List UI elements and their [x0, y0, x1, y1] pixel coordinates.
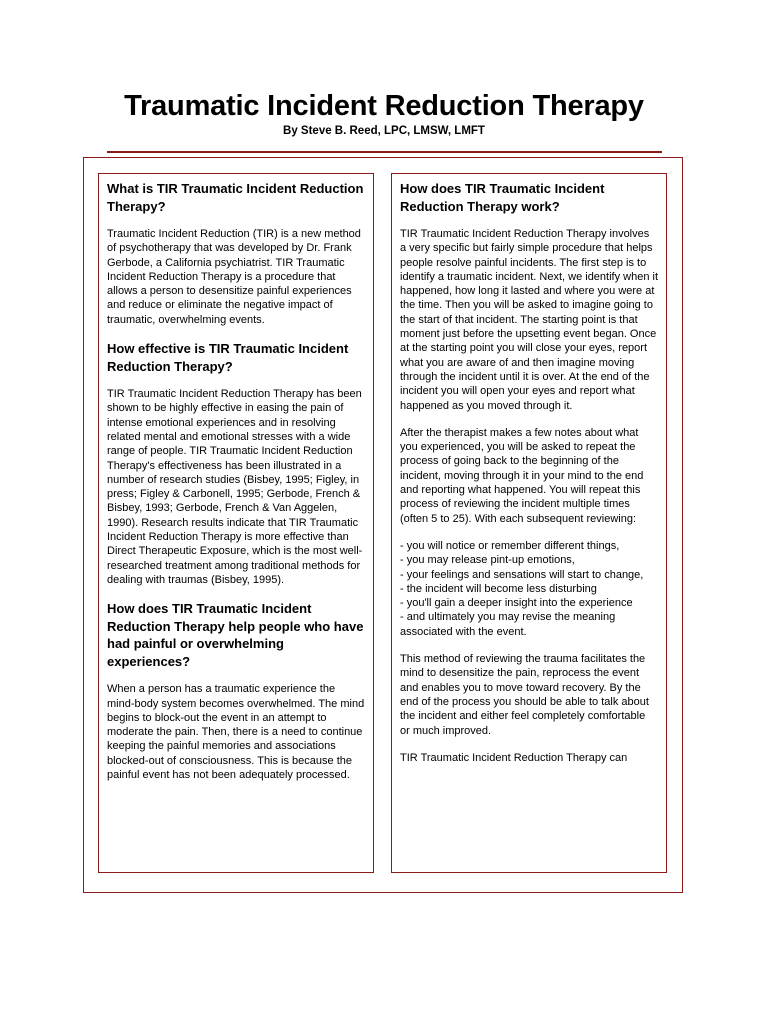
document-title: Traumatic Incident Reduction Therapy: [124, 90, 644, 122]
section-paragraph-how-help: When a person has a traumatic experience the mind-body system becomes overwhelmed. The mind begins to block-out the event in an attempt to moderate the pain. Then, there is a need to continue keeping the painful memories and associations blocked-out of consciousness. This is because the painful event has not been adequately processed.: [107, 683, 365, 782]
section-heading-how-help: How does TIR Traumatic Incident Reduction Therapy help people who have had painful or overwhelming experiences?: [107, 601, 364, 669]
list-item: - you will notice or remember different things,: [400, 539, 620, 552]
list-item: - the incident will become less disturbing: [400, 582, 597, 595]
section-paragraph-how-effective: TIR Traumatic Incident Reduction Therapy has been shown to be highly effective in easing the pain of intense emotional experiences and in resolving related mental and emotional stresses with a wide range of people. TIR Traumatic Incident Reduction Therapy's effectiveness has been illustrated in a number of research studies (Bisbey, 1995; Figley, in press; Figley & Carbonell, 1995; Gerbode, French & Bisbey, 1993; Gerbode, French & Van Aggelen, 1990). Research results indicate that TIR Traumatic Incident Reduction Therapy is more effective than Direct Therapeutic Exposure, which is the most well-researched treatment among traditional methods for dealing with traumas (Bisbey, 1995).: [107, 388, 363, 586]
section-paragraph-what-is-tir: Traumatic Incident Reduction (TIR) is a new method of psychotherapy that was developed by Dr. Frank Gerbode, a California psychiatrist. TIR Traumatic Incident Reduction Therapy is a procedure that allows a person to desensitize painful experiences and reduce or eliminate the negative impact of traumatic, overwhelming events.: [107, 228, 361, 326]
section-heading-how-effective: How effective is TIR Traumatic Incident Reduction Therapy?: [107, 341, 349, 374]
section-paragraph-procedure: TIR Traumatic Incident Reduction Therapy involves a very specific but fairly simple procedure that helps people resolve painful incidents. The first step is to identify a traumatic incident. Next, we identify when it happened, how long it lasted and where you were at the time. Then you will be asked to imagine going to the start of that incident. The starting point is that moment just before the upsetting event began. Once at the starting point you will close your eyes, report what you are aware of and then imagine moving through the incident until it is over. At the end of the incident you will open your eyes and report what happened as you moved through it.: [400, 228, 659, 412]
list-item: - you may release pint-up emotions,: [400, 554, 575, 567]
list-item: - you'll gain a deeper insight into the experience: [400, 597, 633, 610]
author-byline: By Steve B. Reed, LPC, LMSW, LMFT: [283, 125, 485, 137]
reviewing-effects-list: [400, 539, 658, 639]
title-divider: [107, 151, 662, 153]
section-heading-how-work: How does TIR Traumatic Incident Reduction Therapy work?: [400, 181, 605, 214]
right-column: [391, 173, 667, 873]
left-column: [98, 173, 374, 873]
section-paragraph-desensitize: This method of reviewing the trauma facilitates the mind to desensitize the pain, reprocess the event and enables you to move toward recovery. By the end of the process you should be able to talk about the incident and either feel completely comfortable or much improved.: [400, 653, 649, 737]
section-paragraph-repeat-process: After the therapist makes a few notes about what you experienced, you will be asked to repeat the process of going back to the beginning of the incident, moving through it in your mind to the end and reporting what happened. You will repeat this process of reviewing the incident multiple times (often 5 to 25). With each subsequent reviewing:: [400, 426, 644, 525]
section-heading-what-is-tir: What is TIR Traumatic Incident Reduction Therapy?: [107, 181, 364, 214]
list-item: - and ultimately you may revise the meaning associated with the event.: [400, 611, 616, 638]
list-item: - your feelings and sensations will start to change,: [400, 568, 644, 581]
section-paragraph-continued: TIR Traumatic Incident Reduction Therapy can: [400, 751, 628, 764]
